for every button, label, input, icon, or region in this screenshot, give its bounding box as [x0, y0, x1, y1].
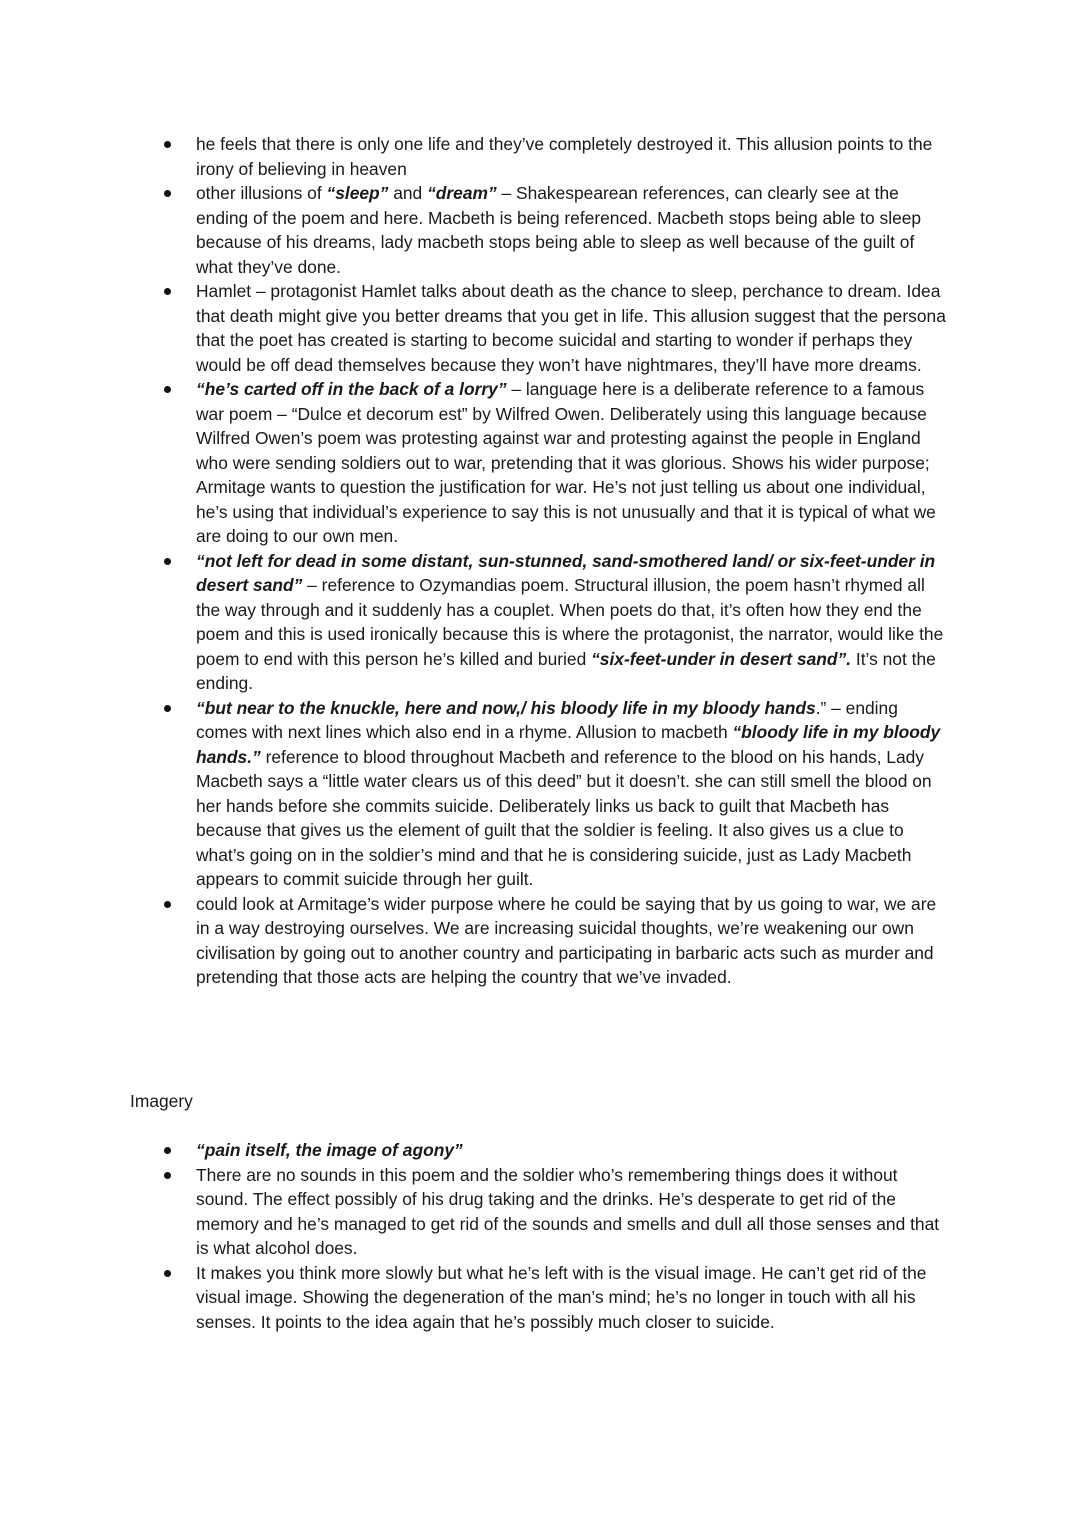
- list-item: [0, 696, 1080, 892]
- segment: reference to blood throughout Macbeth and reference to the blood on his hands, Lady Macbeth says a “little water clears us of this deed” but it doesn’t. she can still smell the blood on her hands before she commits suicide. Deliberately links us back to guilt that Macbeth has because that gives us the element of guilt that the soldier is feeling. It also gives us a clue to what’s going on in the soldier’s mind and that he is considering suicide, just as Lady Macbeth appears to commit suicide through her guilt.: [196, 746, 932, 889]
- list-item: [0, 1261, 1080, 1335]
- list-item: [0, 279, 1080, 377]
- bullet-icon: [164, 705, 171, 712]
- bullet-icon: [164, 190, 171, 197]
- segment: – language here is a deliberate reference to a famous war poem – “Dulce et decorum est” by Wilfred Owen. Deliberately using this language because Wilfred Owen’s poem was protesting against war and protesting against the people in England who were sending soldiers out to war, pretending that it was glorious. Shows his wider purpose; Armitage wants to question the justification for war. He’s not just telling us about one individual, he’s using that individual’s experience to say this is not unusually and that it is typical of what we are doing to our own men.: [196, 379, 936, 546]
- bullet-icon: [164, 141, 171, 148]
- list-item: [0, 377, 1080, 549]
- quote: “sleep”: [326, 183, 389, 203]
- segment: Hamlet – protagonist Hamlet talks about death as the chance to sleep, perchance to dream. Idea that death might give you better dreams that you get in life. This allusion suggest that the persona that the poet has created is starting to become suicidal and starting to wonder if perhaps they would be off dead themselves because they won’t have nightmares, they’ll have more dreams.: [196, 281, 946, 375]
- segment: other illusions of: [196, 183, 327, 203]
- bullet-icon: [164, 386, 171, 393]
- analysis-list: [0, 132, 1080, 990]
- quote: “six-feet-under in desert sand”.: [591, 648, 852, 669]
- segment: – reference to Ozymandias poem. Structural illusion, the poem hasn’t rhymed all the way through and it suddenly has a couplet. When poets do that, it’s often how they end the poem and this is used ironically because this is where the protagonist, the narrator, would like the poem to end with this person he’s killed and buried: [196, 575, 944, 669]
- quote: “dream”: [427, 183, 497, 203]
- segment: could look at Armitage’s wider purpose where he could be saying that by us going to war, we are in a way destroying ourselves. We are increasing suicidal thoughts, we’re weakening our own civilisation by going out to another country and participating in barbaric acts such as murder and pretending that those acts are helping the country that we’ve invaded.: [196, 893, 937, 987]
- list-item: [0, 1138, 1080, 1163]
- quote: “he’s carted off in the back of a lorry”: [196, 379, 507, 399]
- segment: .” – ending comes with next lines which also end in a rhyme. Allusion to macbeth: [196, 697, 898, 742]
- list-item: [0, 892, 1080, 990]
- bullet-icon: [164, 1172, 171, 1179]
- list-item: [0, 181, 1080, 279]
- bullet-icon: [164, 901, 171, 908]
- section-heading-imagery: Imagery: [130, 1091, 193, 1111]
- segment: There are no sounds in this poem and the soldier who’s remembering things does it without sound. The effect possibly of his drug taking and the drinks. He’s desperate to get rid of the memory and he’s managed to get rid of the sounds and smells and dull all those senses and that is what alcohol does.: [196, 1164, 940, 1258]
- list-item: [0, 549, 1080, 696]
- quote: “bloody life in my bloody hands.”: [196, 722, 941, 767]
- segment: he feels that there is only one life and they’ve completely destroyed it. This allusion points to the irony of believing in heaven: [196, 134, 933, 179]
- list-item: [0, 1163, 1080, 1261]
- segment: – Shakespearean references, can clearly see at the ending of the poem and here. Macbeth is being referenced. Macbeth stops being able to sleep because of his dreams, lady macbeth stops being able to sleep as well because of the guilt of what they’ve done.: [196, 183, 922, 277]
- bullet-icon: [164, 1270, 171, 1277]
- bullet-icon: [164, 288, 171, 295]
- segment: It makes you think more slowly but what he’s left with is the visual image. He can’t get rid of the visual image. Showing the degeneration of the man’s mind; he’s no longer in touch with all his senses. It points to the idea again that he’s possibly much closer to suicide.: [196, 1262, 927, 1332]
- bullet-icon: [164, 1147, 171, 1154]
- quote: “but near to the knuckle, here and now,/ his bloody life in my bloody hands: [196, 697, 816, 718]
- quote: “pain itself, the image of agony”: [196, 1140, 463, 1160]
- list-item: [0, 132, 1080, 181]
- segment: and: [388, 183, 428, 203]
- bullet-icon: [164, 558, 171, 565]
- segment: It’s not the ending.: [196, 648, 936, 693]
- imagery-list: [0, 1138, 1080, 1334]
- quote: “not left for dead in some distant, sun-stunned, sand-smothered land/ or six-feet-under in desert sand”: [196, 550, 936, 595]
